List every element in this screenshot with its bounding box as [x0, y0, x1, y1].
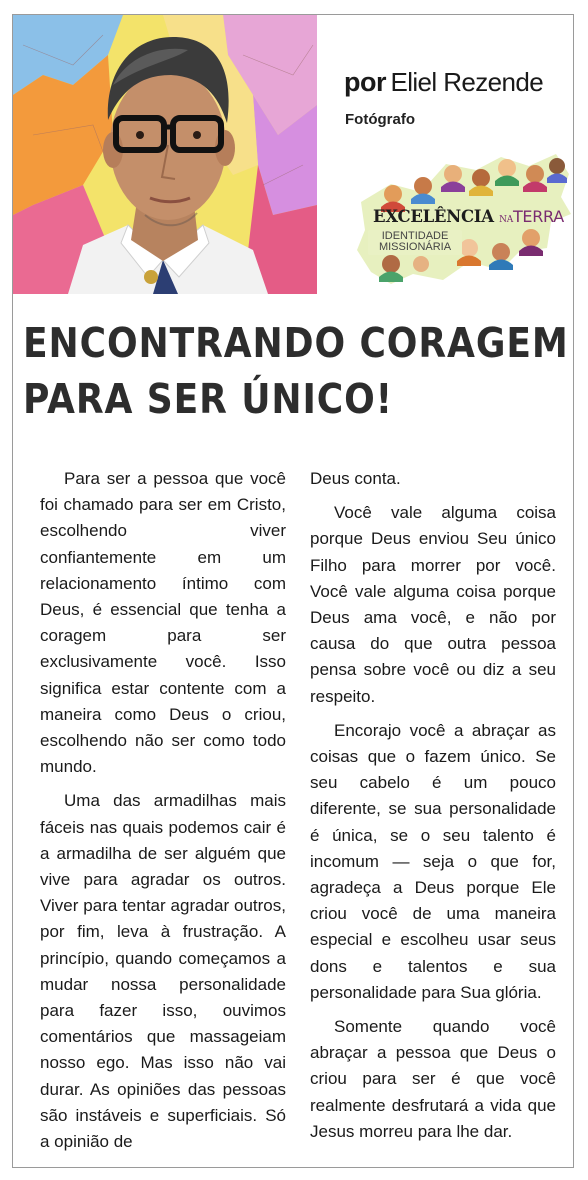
byline	[344, 67, 543, 98]
author-name: Eliel Rezende	[390, 67, 544, 97]
author-role: Fotógrafo	[345, 111, 415, 128]
logo-subtitle-line2: MISSIONÁRIA	[378, 241, 452, 253]
headline	[23, 315, 569, 427]
logo-subtitle	[368, 230, 462, 255]
article-paragraph: Você vale alguma coisa porque Deus enviou Seu único Filho para morrer por você. Você vale alguma coisa porque Deus ama você, e não por causa do que outra pessoa pensa sobre você ou diz a seu respeito.	[310, 503, 556, 706]
article-frame	[12, 14, 574, 1168]
column-logo	[351, 152, 573, 292]
logo-title-terra: TERRA	[512, 207, 564, 226]
headline-line2: PARA SER ÚNICO!	[23, 375, 394, 423]
article-column-left	[40, 466, 286, 1163]
byline-prefix: por	[344, 67, 386, 97]
article-paragraph: Para ser a pessoa que você foi chamado para ser em Cristo, escolhendo viver confiantemente em um relacionamento íntimo com Deus, é essencial que tenha a coragem para ser exclusivamente você. Isso significa estar contente com a maneira como Deus o criou, escolhendo não ser como todo mundo.	[40, 469, 286, 777]
article-paragraph: Encorajo você a abraçar as coisas que o fazem único. Se seu cabelo é um pouco diferente, se sua personalidade é única, se o seu talento é incomum — seja o que for, agradeça a Deus porque Ele criou você de uma maneira especial e escolheu usar seus dons e talentos e sua personalidade para Sua glória.	[310, 720, 556, 1002]
logo-title	[373, 207, 564, 226]
article-paragraph-continuation: Deus conta.	[310, 469, 401, 488]
logo-title-main: EXCELÊNCIA	[373, 207, 494, 226]
logo-subtitle-line1: IDENTIDADE	[381, 230, 449, 242]
article-paragraph: Uma das armadilhas mais fáceis nas quais podemos cair é a armadilha de ser alguém que vive para agradar os outros. Viver para tentar agradar outros, por fim, leva à frustração. A princípio, quando começamos a mudar nossa personalidade para fazer isso, ouvimos comentários que massageiam nosso ego. Mas isso não vai durar. As opiniões das pessoas são instáveis e superficiais. Só a opinião de	[40, 791, 286, 1152]
author-photo	[13, 15, 317, 294]
logo-title-na: NA	[499, 215, 513, 225]
headline-line1: ENCONTRANDO CORAGEM	[23, 319, 569, 367]
article-paragraph: Somente quando você abraçar a pessoa que Deus o criou para ser é que você realmente desfrutará a vida que Jesus morreu para lhe dar.	[310, 1017, 556, 1141]
article-column-right	[310, 466, 556, 1153]
